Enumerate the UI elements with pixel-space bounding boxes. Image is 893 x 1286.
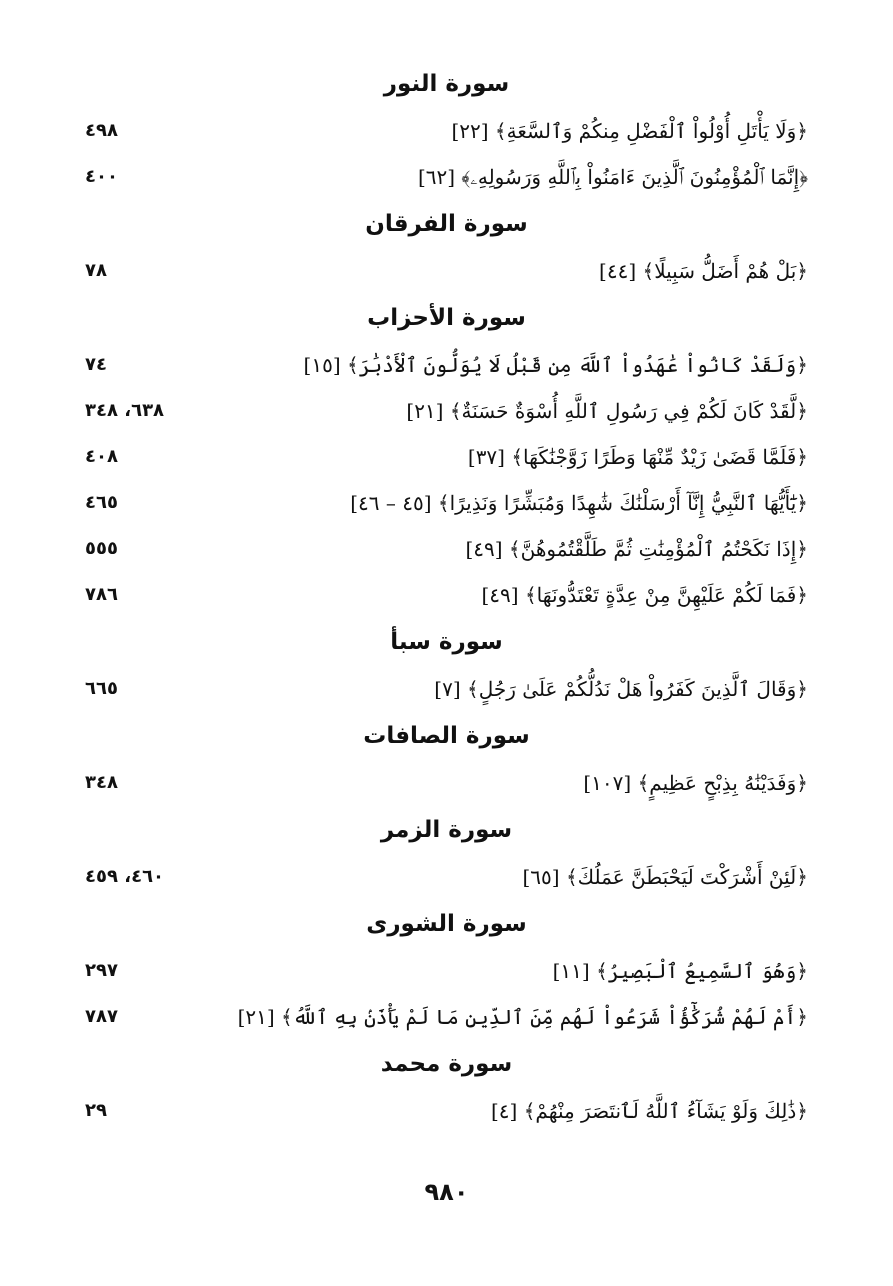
verse-text: ﴿وَلَا يَأْتَلِ أُوْلُواْ ٱلْفَضْلِ مِنكُمْ وَٱلسَّعَةِ﴾ [٢٢] bbox=[451, 119, 808, 143]
verse-text: ﴿وَلَقَدْ كَانُواْ عَٰهَدُواْ ٱللَّهَ مِن قَبْلُ لَا يُوَلُّونَ ٱلْأَدْبَٰرَ﴾ [١٥] bbox=[303, 353, 808, 377]
verse-entry bbox=[0, 342, 893, 388]
verse-entry bbox=[0, 480, 893, 526]
verse-text: ﴿يَٰٓأَيُّهَا ٱلنَّبِيُّ إِنَّآ أَرْسَلْنَٰكَ شَٰهِدًا وَمُبَشِّرًا وَنَذِيرًا﴾ [٤٥ – ٤٦] bbox=[350, 491, 808, 515]
surah-section-an-nur bbox=[0, 60, 893, 200]
verse-text: ﴿إِذَا نَكَحْتُمُ ٱلْمُؤْمِنَٰتِ ثُمَّ طَلَّقْتُمُوهُنَّ﴾ [٤٩] bbox=[465, 537, 808, 561]
verse-text: ﴿فَمَا لَكُمْ عَلَيْهِنَّ مِنْ عِدَّةٍ تَعْتَدُّونَهَا﴾ [٤٩] bbox=[481, 583, 808, 607]
surah-heading: سورة سبأ bbox=[390, 629, 503, 655]
page-refs: ٢٩ bbox=[85, 1100, 107, 1121]
surah-heading: سورة الفرقان bbox=[365, 211, 528, 237]
page-refs: ٥٥٥ bbox=[85, 538, 118, 559]
surah-section-al-furqan bbox=[0, 200, 893, 294]
surah-section-muhammad bbox=[0, 1040, 893, 1134]
page-refs: ٧٤ bbox=[85, 354, 107, 375]
surah-heading: سورة محمد bbox=[380, 1051, 513, 1077]
page-number: ٩٨٠ bbox=[424, 1178, 469, 1206]
page-refs: ٢٩٧ bbox=[85, 960, 118, 981]
page-refs: ٦٣٨، ٣٤٨ bbox=[85, 400, 165, 421]
verse-text: ﴿أَمْ لَهُمْ شُرَكَٰٓؤُاْ شَرَعُواْ لَهُم مِّنَ ٱلدِّينِ مَا لَمْ يَأْذَنۢ بِهِ ٱللَّهُ﴾ [٢١] bbox=[237, 1005, 808, 1029]
verse-entry bbox=[0, 666, 893, 712]
verse-text: ﴿وَفَدَيْنَٰهُ بِذِبْحٍ عَظِيمٍ﴾ [١٠٧] bbox=[583, 771, 808, 795]
surah-heading: سورة الصافات bbox=[363, 723, 530, 749]
surah-section-az-zumar bbox=[0, 806, 893, 900]
page-refs: ٧٨ bbox=[85, 260, 107, 281]
verse-text: ﴿ذَٰلِكَ وَلَوْ يَشَآءُ ٱللَّهُ لَٱنتَصَرَ مِنْهُمْ﴾ [٤] bbox=[490, 1099, 808, 1123]
verse-text: ﴿بَلْ هُمْ أَضَلُّ سَبِيلًا﴾ [٤٤] bbox=[599, 259, 808, 283]
verse-text: ﴿وَقَالَ ٱلَّذِينَ كَفَرُواْ هَلْ نَدُلُّكُمْ عَلَىٰ رَجُلٍ﴾ [٧] bbox=[434, 677, 808, 701]
surah-section-as-saffat bbox=[0, 712, 893, 806]
surah-section-al-ahzab bbox=[0, 294, 893, 618]
surah-heading: سورة الشورى bbox=[366, 911, 527, 937]
page-refs: ٤٠٨ bbox=[85, 446, 118, 467]
page-refs: ٤٠٠ bbox=[85, 166, 118, 187]
verse-entry bbox=[0, 760, 893, 806]
verse-entry bbox=[0, 108, 893, 154]
verse-entry bbox=[0, 434, 893, 480]
verse-entry bbox=[0, 994, 893, 1040]
verse-entry bbox=[0, 526, 893, 572]
surah-heading: سورة الأحزاب bbox=[367, 305, 526, 331]
verse-text: ﴿لَّقَدْ كَانَ لَكُمْ فِي رَسُولِ ٱللَّهِ أُسْوَةٌ حَسَنَةٌ﴾ [٢١] bbox=[406, 399, 808, 423]
page-refs: ٤٦٠، ٤٥٩ bbox=[85, 866, 165, 887]
verse-entry bbox=[0, 854, 893, 900]
verse-entry bbox=[0, 572, 893, 618]
page-refs: ٤٩٨ bbox=[85, 120, 118, 141]
surah-section-saba bbox=[0, 618, 893, 712]
verse-entry bbox=[0, 388, 893, 434]
surah-heading: سورة النور bbox=[383, 71, 510, 97]
verse-text: ﴿لَئِنْ أَشْرَكْتَ لَيَحْبَطَنَّ عَمَلُكَ﴾ [٦٥] bbox=[522, 865, 808, 889]
page-refs: ٧٨٧ bbox=[85, 1006, 118, 1027]
surah-section-ash-shura bbox=[0, 900, 893, 1040]
verse-index bbox=[0, 60, 893, 1134]
page-refs: ٤٦٥ bbox=[85, 492, 118, 513]
verse-text: ﴿وَهُوَ ٱلسَّمِيعُ ٱلْبَصِيرُ﴾ [١١] bbox=[552, 959, 808, 983]
surah-heading: سورة الزمر bbox=[380, 817, 513, 843]
verse-text: ﴿فَلَمَّا قَضَىٰ زَيْدٌ مِّنْهَا وَطَرًا زَوَّجْنَٰكَهَا﴾ [٣٧] bbox=[467, 445, 808, 469]
page-refs: ٣٤٨ bbox=[85, 772, 118, 793]
verse-entry bbox=[0, 154, 893, 200]
verse-entry bbox=[0, 1088, 893, 1134]
verse-entry bbox=[0, 948, 893, 994]
page-refs: ٦٦٥ bbox=[85, 678, 118, 699]
verse-text: ﴿إِنَّمَا ٱلْمُؤْمِنُونَ ٱلَّذِينَ ءَامَنُواْ بِٱللَّهِ وَرَسُولِهِۦ﴾ [٦٢] bbox=[417, 165, 808, 189]
verse-entry bbox=[0, 248, 893, 294]
page-refs: ٧٨٦ bbox=[85, 584, 118, 605]
